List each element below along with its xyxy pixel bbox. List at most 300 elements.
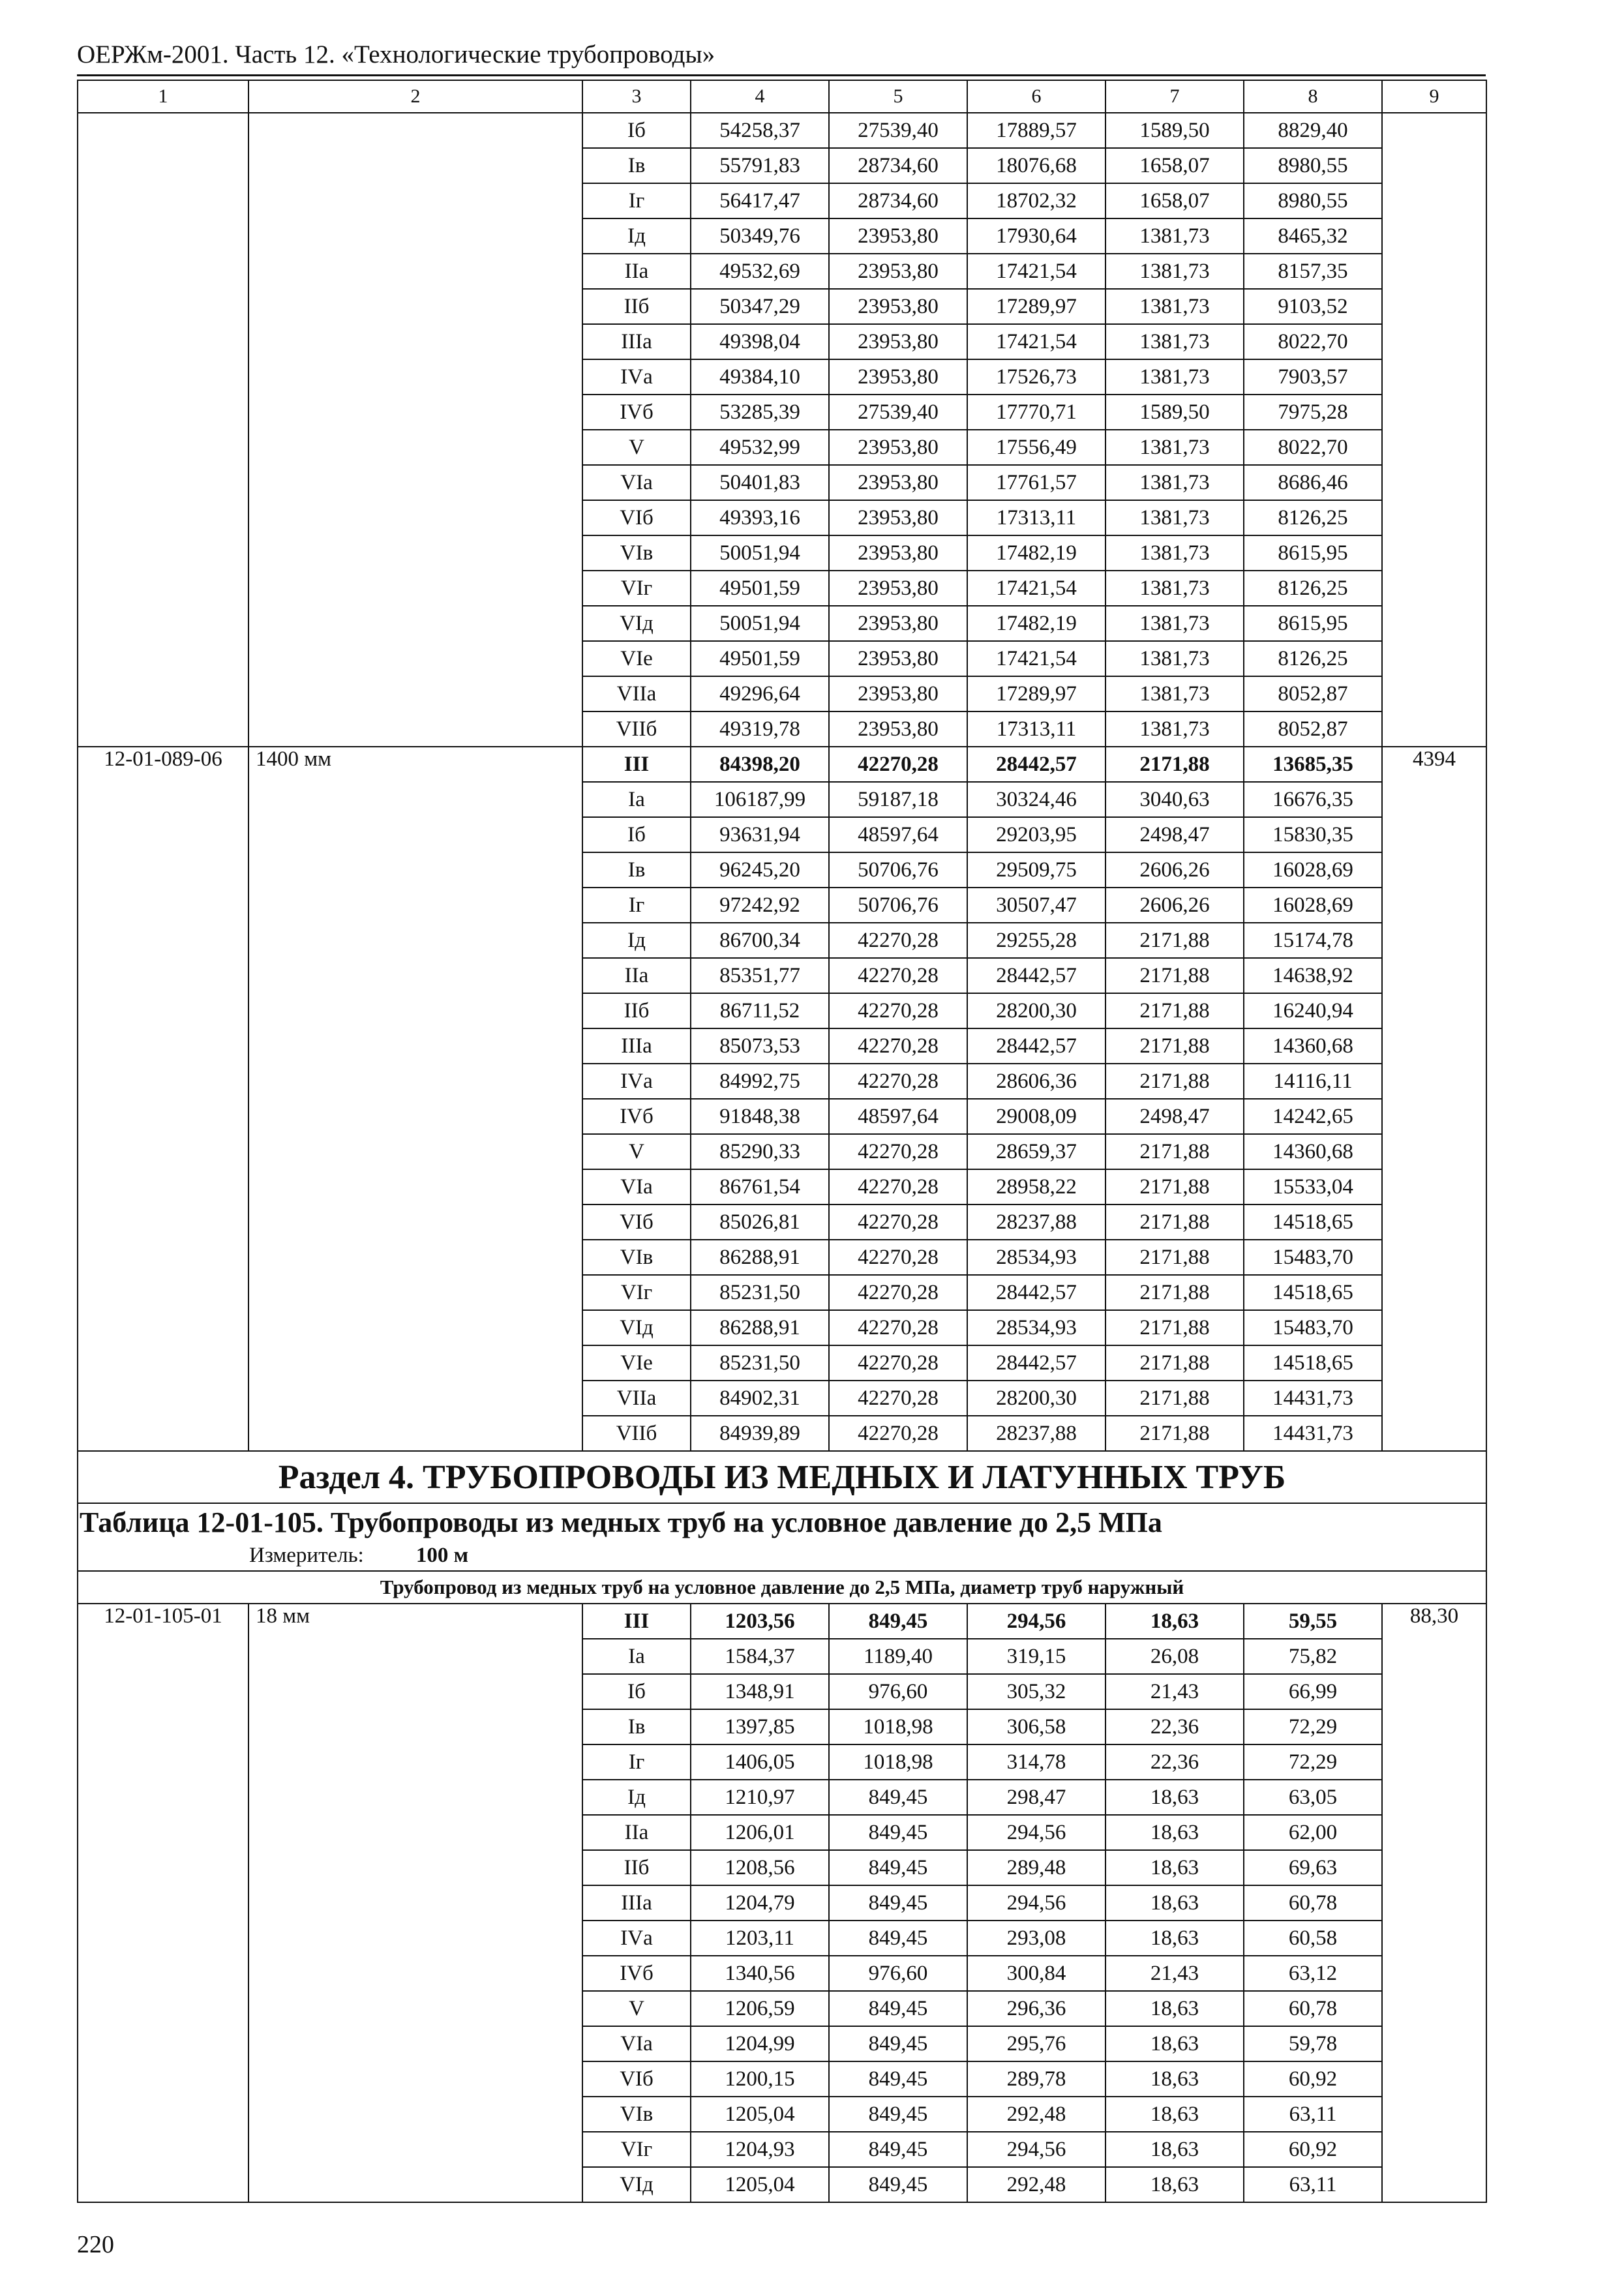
table-title: Таблица 12-01-105. Трубопроводы из медных труб на условное давление до 2,5 МПа xyxy=(78,1503,1486,1540)
value-cell: 49296,64 xyxy=(691,676,829,711)
pipe-size-cell: 18 мм xyxy=(248,1604,582,2202)
document-title: ОЕРЖм-2001. Часть 12. «Технологические трубопроводы» xyxy=(77,40,715,68)
zone-cell: IIIа xyxy=(582,1028,691,1064)
value-cell: 59,55 xyxy=(1244,1604,1382,1639)
column9-cell: 4394 xyxy=(1382,747,1486,1451)
value-cell: 18,63 xyxy=(1105,2167,1244,2202)
value-cell: 50051,94 xyxy=(691,535,829,571)
value-cell: 17421,54 xyxy=(967,641,1105,676)
value-cell: 28606,36 xyxy=(967,1064,1105,1099)
value-cell: 72,29 xyxy=(1244,1709,1382,1744)
value-cell: 28442,57 xyxy=(967,1345,1105,1381)
value-cell: 1381,73 xyxy=(1105,535,1244,571)
value-cell: 17289,97 xyxy=(967,289,1105,324)
zone-cell: VIг xyxy=(582,2132,691,2167)
value-cell: 86761,54 xyxy=(691,1169,829,1204)
value-cell: 23953,80 xyxy=(829,676,967,711)
value-cell: 2498,47 xyxy=(1105,1099,1244,1134)
value-cell: 294,56 xyxy=(967,1604,1105,1639)
value-cell: 8615,95 xyxy=(1244,535,1382,571)
subheading: Трубопровод из медных труб на условное давление до 2,5 МПа, диаметр труб наружный xyxy=(78,1571,1486,1604)
value-cell: 1381,73 xyxy=(1105,289,1244,324)
value-cell: 1206,59 xyxy=(691,1991,829,2026)
value-cell: 23953,80 xyxy=(829,500,967,535)
value-cell: 23953,80 xyxy=(829,430,967,465)
value-cell: 1381,73 xyxy=(1105,430,1244,465)
value-cell: 1340,56 xyxy=(691,1956,829,1991)
value-cell: 23953,80 xyxy=(829,324,967,359)
value-cell: 15830,35 xyxy=(1244,817,1382,852)
rates-table-container xyxy=(77,80,1486,2203)
value-cell: 1208,56 xyxy=(691,1850,829,1885)
value-cell: 42270,28 xyxy=(829,747,967,782)
zone-cell: VIб xyxy=(582,500,691,535)
value-cell: 18,63 xyxy=(1105,1850,1244,1885)
value-cell: 54258,37 xyxy=(691,113,829,148)
rate-code-cell: 12-01-089-06 xyxy=(78,747,248,1451)
column-number: 6 xyxy=(967,80,1105,113)
value-cell: 849,45 xyxy=(829,1604,967,1639)
value-cell: 298,47 xyxy=(967,1780,1105,1815)
zone-cell: Iв xyxy=(582,148,691,183)
value-cell: 63,12 xyxy=(1244,1956,1382,1991)
table-title-row xyxy=(78,1503,1486,1540)
value-cell: 300,84 xyxy=(967,1956,1105,1991)
value-cell: 849,45 xyxy=(829,2026,967,2061)
zone-cell: IIа xyxy=(582,1815,691,1850)
value-cell: 29255,28 xyxy=(967,923,1105,958)
value-cell: 7975,28 xyxy=(1244,395,1382,430)
value-cell: 2498,47 xyxy=(1105,817,1244,852)
value-cell: 60,92 xyxy=(1244,2132,1382,2167)
value-cell: 294,56 xyxy=(967,1885,1105,1921)
zone-cell: Iа xyxy=(582,1639,691,1674)
zone-cell: V xyxy=(582,1134,691,1169)
value-cell: 28442,57 xyxy=(967,1028,1105,1064)
value-cell: 1205,04 xyxy=(691,2097,829,2132)
value-cell: 17889,57 xyxy=(967,113,1105,148)
zone-cell: VIб xyxy=(582,1204,691,1240)
value-cell: 15483,70 xyxy=(1244,1240,1382,1275)
value-cell: 1381,73 xyxy=(1105,571,1244,606)
zone-cell: Iб xyxy=(582,113,691,148)
value-cell: 1381,73 xyxy=(1105,324,1244,359)
zone-cell: VIIб xyxy=(582,711,691,747)
column-number: 4 xyxy=(691,80,829,113)
value-cell: 1204,99 xyxy=(691,2026,829,2061)
value-cell: 8022,70 xyxy=(1244,430,1382,465)
value-cell: 289,78 xyxy=(967,2061,1105,2097)
value-cell: 28734,60 xyxy=(829,183,967,218)
zone-cell: IIIа xyxy=(582,324,691,359)
value-cell: 849,45 xyxy=(829,2061,967,2097)
section-heading: Раздел 4. ТРУБОПРОВОДЫ ИЗ МЕДНЫХ И ЛАТУННЫХ ТРУБ xyxy=(78,1451,1486,1503)
value-cell: 293,08 xyxy=(967,1921,1105,1956)
zone-cell: Iд xyxy=(582,923,691,958)
value-cell: 15483,70 xyxy=(1244,1310,1382,1345)
value-cell: 49532,69 xyxy=(691,254,829,289)
value-cell: 1584,37 xyxy=(691,1639,829,1674)
value-cell: 2171,88 xyxy=(1105,1204,1244,1240)
value-cell: 17930,64 xyxy=(967,218,1105,254)
value-cell: 849,45 xyxy=(829,1991,967,2026)
zone-cell: III xyxy=(582,1604,691,1639)
value-cell: 56417,47 xyxy=(691,183,829,218)
value-cell: 49501,59 xyxy=(691,641,829,676)
value-cell: 28200,30 xyxy=(967,1381,1105,1416)
value-cell: 849,45 xyxy=(829,2167,967,2202)
value-cell: 97242,92 xyxy=(691,888,829,923)
zone-cell: Iг xyxy=(582,183,691,218)
value-cell: 42270,28 xyxy=(829,1204,967,1240)
value-cell: 8052,87 xyxy=(1244,676,1382,711)
value-cell: 85351,77 xyxy=(691,958,829,993)
zone-cell: IVа xyxy=(582,1064,691,1099)
value-cell: 849,45 xyxy=(829,1921,967,1956)
value-cell: 84398,20 xyxy=(691,747,829,782)
value-cell: 14116,11 xyxy=(1244,1064,1382,1099)
value-cell: 42270,28 xyxy=(829,1028,967,1064)
value-cell: 60,58 xyxy=(1244,1921,1382,1956)
zone-cell: Iг xyxy=(582,1744,691,1780)
value-cell: 14242,65 xyxy=(1244,1099,1382,1134)
value-cell: 1658,07 xyxy=(1105,183,1244,218)
zone-cell: IIб xyxy=(582,289,691,324)
value-cell: 84992,75 xyxy=(691,1064,829,1099)
value-cell: 14518,65 xyxy=(1244,1275,1382,1310)
value-cell: 17526,73 xyxy=(967,359,1105,395)
value-cell: 50706,76 xyxy=(829,852,967,888)
value-cell: 8829,40 xyxy=(1244,113,1382,148)
value-cell: 849,45 xyxy=(829,2097,967,2132)
value-cell: 49393,16 xyxy=(691,500,829,535)
subheading-row xyxy=(78,1571,1486,1604)
column-number: 3 xyxy=(582,80,691,113)
value-cell: 14638,92 xyxy=(1244,958,1382,993)
value-cell: 26,08 xyxy=(1105,1639,1244,1674)
zone-cell: IIа xyxy=(582,958,691,993)
value-cell: 8157,35 xyxy=(1244,254,1382,289)
zone-cell: III xyxy=(582,747,691,782)
value-cell: 86700,34 xyxy=(691,923,829,958)
value-cell: 23953,80 xyxy=(829,641,967,676)
value-cell: 2606,26 xyxy=(1105,852,1244,888)
value-cell: 42270,28 xyxy=(829,1381,967,1416)
value-cell: 1018,98 xyxy=(829,1744,967,1780)
value-cell: 18,63 xyxy=(1105,2097,1244,2132)
zone-cell: IIб xyxy=(582,993,691,1028)
zone-cell: Iв xyxy=(582,1709,691,1744)
value-cell: 292,48 xyxy=(967,2167,1105,2202)
column-number: 1 xyxy=(78,80,248,113)
zone-cell: V xyxy=(582,1991,691,2026)
value-cell: 1381,73 xyxy=(1105,218,1244,254)
table-row xyxy=(78,1604,1486,1639)
value-cell: 849,45 xyxy=(829,1780,967,1815)
zone-cell: VIе xyxy=(582,641,691,676)
meter-row xyxy=(78,1540,1486,1571)
column-number: 8 xyxy=(1244,80,1382,113)
value-cell: 63,05 xyxy=(1244,1780,1382,1815)
value-cell: 1381,73 xyxy=(1105,641,1244,676)
value-cell: 75,82 xyxy=(1244,1639,1382,1674)
zone-cell: Iа xyxy=(582,782,691,817)
value-cell: 28442,57 xyxy=(967,1275,1105,1310)
value-cell: 2171,88 xyxy=(1105,1416,1244,1451)
zone-cell: IVа xyxy=(582,359,691,395)
value-cell: 42270,28 xyxy=(829,958,967,993)
value-cell: 14518,65 xyxy=(1244,1345,1382,1381)
value-cell: 9103,52 xyxy=(1244,289,1382,324)
value-cell: 59,78 xyxy=(1244,2026,1382,2061)
value-cell: 62,00 xyxy=(1244,1815,1382,1850)
value-cell: 8022,70 xyxy=(1244,324,1382,359)
value-cell: 27539,40 xyxy=(829,395,967,430)
value-cell: 28659,37 xyxy=(967,1134,1105,1169)
value-cell: 72,29 xyxy=(1244,1744,1382,1780)
value-cell: 84939,89 xyxy=(691,1416,829,1451)
value-cell: 849,45 xyxy=(829,2132,967,2167)
value-cell: 29509,75 xyxy=(967,852,1105,888)
zone-cell: VIд xyxy=(582,1310,691,1345)
value-cell: 14431,73 xyxy=(1244,1416,1382,1451)
value-cell: 53285,39 xyxy=(691,395,829,430)
value-cell: 63,11 xyxy=(1244,2167,1382,2202)
value-cell: 1381,73 xyxy=(1105,676,1244,711)
value-cell: 8052,87 xyxy=(1244,711,1382,747)
zone-cell: IIа xyxy=(582,254,691,289)
value-cell: 30324,46 xyxy=(967,782,1105,817)
value-cell: 1381,73 xyxy=(1105,254,1244,289)
meter-cell xyxy=(78,1540,1486,1571)
zone-cell: IVб xyxy=(582,395,691,430)
value-cell: 29203,95 xyxy=(967,817,1105,852)
value-cell: 849,45 xyxy=(829,1850,967,1885)
value-cell: 14431,73 xyxy=(1244,1381,1382,1416)
value-cell: 23953,80 xyxy=(829,289,967,324)
value-cell: 28442,57 xyxy=(967,958,1105,993)
table-row xyxy=(78,113,1486,148)
value-cell: 23953,80 xyxy=(829,535,967,571)
value-cell: 23953,80 xyxy=(829,711,967,747)
value-cell: 18,63 xyxy=(1105,2026,1244,2061)
value-cell: 42270,28 xyxy=(829,1064,967,1099)
value-cell: 1018,98 xyxy=(829,1709,967,1744)
value-cell: 48597,64 xyxy=(829,1099,967,1134)
zone-cell: VIг xyxy=(582,571,691,606)
value-cell: 17770,71 xyxy=(967,395,1105,430)
column-number: 7 xyxy=(1105,80,1244,113)
zone-cell: VIа xyxy=(582,465,691,500)
zone-cell: VIа xyxy=(582,1169,691,1204)
value-cell: 17313,11 xyxy=(967,711,1105,747)
value-cell: 17313,11 xyxy=(967,500,1105,535)
zone-cell: Iв xyxy=(582,852,691,888)
value-cell: 42270,28 xyxy=(829,1240,967,1275)
value-cell: 3040,63 xyxy=(1105,782,1244,817)
value-cell: 17482,19 xyxy=(967,606,1105,641)
zone-cell: VIIа xyxy=(582,1381,691,1416)
value-cell: 1589,50 xyxy=(1105,395,1244,430)
value-cell: 50349,76 xyxy=(691,218,829,254)
value-cell: 8980,55 xyxy=(1244,183,1382,218)
value-cell: 17482,19 xyxy=(967,535,1105,571)
value-cell: 86711,52 xyxy=(691,993,829,1028)
zone-cell: VIв xyxy=(582,2097,691,2132)
column-number: 5 xyxy=(829,80,967,113)
value-cell: 8615,95 xyxy=(1244,606,1382,641)
value-cell: 292,48 xyxy=(967,2097,1105,2132)
value-cell: 86288,91 xyxy=(691,1240,829,1275)
zone-cell: IVб xyxy=(582,1099,691,1134)
value-cell: 28200,30 xyxy=(967,993,1105,1028)
value-cell: 22,36 xyxy=(1105,1744,1244,1780)
pipe-size-cell: 1400 мм xyxy=(248,747,582,1451)
zone-cell: VIд xyxy=(582,2167,691,2202)
value-cell: 18,63 xyxy=(1105,1991,1244,2026)
value-cell: 48597,64 xyxy=(829,817,967,852)
zone-cell: IIIа xyxy=(582,1885,691,1921)
value-cell: 49384,10 xyxy=(691,359,829,395)
table-row xyxy=(78,747,1486,782)
value-cell: 42270,28 xyxy=(829,1169,967,1204)
value-cell: 42270,28 xyxy=(829,1134,967,1169)
value-cell: 50401,83 xyxy=(691,465,829,500)
value-cell: 93631,94 xyxy=(691,817,829,852)
value-cell: 17556,49 xyxy=(967,430,1105,465)
value-cell: 2171,88 xyxy=(1105,1240,1244,1275)
value-cell: 28534,93 xyxy=(967,1310,1105,1345)
value-cell: 296,36 xyxy=(967,1991,1105,2026)
value-cell: 1189,40 xyxy=(829,1639,967,1674)
meter-label: Измеритель: xyxy=(249,1543,364,1567)
value-cell: 50051,94 xyxy=(691,606,829,641)
zone-cell: Iб xyxy=(582,1674,691,1709)
value-cell: 27539,40 xyxy=(829,113,967,148)
value-cell: 60,92 xyxy=(1244,2061,1382,2097)
value-cell: 976,60 xyxy=(829,1956,967,1991)
value-cell: 91848,38 xyxy=(691,1099,829,1134)
value-cell: 84902,31 xyxy=(691,1381,829,1416)
value-cell: 1406,05 xyxy=(691,1744,829,1780)
value-cell: 7903,57 xyxy=(1244,359,1382,395)
value-cell: 8126,25 xyxy=(1244,641,1382,676)
value-cell: 18,63 xyxy=(1105,1604,1244,1639)
value-cell: 18,63 xyxy=(1105,2061,1244,2097)
value-cell: 2171,88 xyxy=(1105,1134,1244,1169)
value-cell: 42270,28 xyxy=(829,1310,967,1345)
value-cell: 2171,88 xyxy=(1105,1310,1244,1345)
value-cell: 976,60 xyxy=(829,1674,967,1709)
value-cell: 23953,80 xyxy=(829,218,967,254)
value-cell: 18,63 xyxy=(1105,1815,1244,1850)
value-cell: 23953,80 xyxy=(829,571,967,606)
value-cell: 85231,50 xyxy=(691,1275,829,1310)
rate-code-cell xyxy=(78,113,248,747)
column-number: 9 xyxy=(1382,80,1486,113)
value-cell: 8126,25 xyxy=(1244,571,1382,606)
value-cell: 14360,68 xyxy=(1244,1134,1382,1169)
value-cell: 18,63 xyxy=(1105,1780,1244,1815)
value-cell: 8980,55 xyxy=(1244,148,1382,183)
value-cell: 2171,88 xyxy=(1105,993,1244,1028)
value-cell: 1348,91 xyxy=(691,1674,829,1709)
value-cell: 18,63 xyxy=(1105,2132,1244,2167)
zone-cell: Iб xyxy=(582,817,691,852)
value-cell: 2171,88 xyxy=(1105,1064,1244,1099)
value-cell: 1203,11 xyxy=(691,1921,829,1956)
value-cell: 8686,46 xyxy=(1244,465,1382,500)
value-cell: 21,43 xyxy=(1105,1956,1244,1991)
value-cell: 23953,80 xyxy=(829,465,967,500)
value-cell: 59187,18 xyxy=(829,782,967,817)
value-cell: 17761,57 xyxy=(967,465,1105,500)
value-cell: 23953,80 xyxy=(829,359,967,395)
value-cell: 289,48 xyxy=(967,1850,1105,1885)
value-cell: 49501,59 xyxy=(691,571,829,606)
value-cell: 49319,78 xyxy=(691,711,829,747)
value-cell: 2171,88 xyxy=(1105,1169,1244,1204)
zone-cell: IVб xyxy=(582,1956,691,1991)
column-number: 2 xyxy=(248,80,582,113)
value-cell: 49532,99 xyxy=(691,430,829,465)
value-cell: 42270,28 xyxy=(829,923,967,958)
value-cell: 96245,20 xyxy=(691,852,829,888)
value-cell: 2171,88 xyxy=(1105,1275,1244,1310)
value-cell: 294,56 xyxy=(967,2132,1105,2167)
value-cell: 28237,88 xyxy=(967,1416,1105,1451)
value-cell: 2171,88 xyxy=(1105,1381,1244,1416)
value-cell: 2171,88 xyxy=(1105,747,1244,782)
value-cell: 8465,32 xyxy=(1244,218,1382,254)
value-cell: 60,78 xyxy=(1244,1885,1382,1921)
value-cell: 69,63 xyxy=(1244,1850,1382,1885)
value-cell: 16028,69 xyxy=(1244,852,1382,888)
meter-value: 100 м xyxy=(415,1543,469,1567)
column-number-row xyxy=(78,80,1486,113)
value-cell: 55791,83 xyxy=(691,148,829,183)
value-cell: 28534,93 xyxy=(967,1240,1105,1275)
rate-code-cell: 12-01-105-01 xyxy=(78,1604,248,2202)
value-cell: 1204,93 xyxy=(691,2132,829,2167)
value-cell: 16028,69 xyxy=(1244,888,1382,923)
value-cell: 66,99 xyxy=(1244,1674,1382,1709)
zone-cell: VIд xyxy=(582,606,691,641)
value-cell: 21,43 xyxy=(1105,1674,1244,1709)
value-cell: 18,63 xyxy=(1105,1921,1244,1956)
value-cell: 17421,54 xyxy=(967,254,1105,289)
value-cell: 42270,28 xyxy=(829,1416,967,1451)
value-cell: 17421,54 xyxy=(967,571,1105,606)
value-cell: 16240,94 xyxy=(1244,993,1382,1028)
value-cell: 2606,26 xyxy=(1105,888,1244,923)
value-cell: 106187,99 xyxy=(691,782,829,817)
value-cell: 1589,50 xyxy=(1105,113,1244,148)
value-cell: 16676,35 xyxy=(1244,782,1382,817)
value-cell: 85073,53 xyxy=(691,1028,829,1064)
value-cell: 2171,88 xyxy=(1105,1028,1244,1064)
value-cell: 1397,85 xyxy=(691,1709,829,1744)
value-cell: 1205,04 xyxy=(691,2167,829,2202)
value-cell: 2171,88 xyxy=(1105,923,1244,958)
pipe-size-cell xyxy=(248,113,582,747)
value-cell: 30507,47 xyxy=(967,888,1105,923)
value-cell: 18076,68 xyxy=(967,148,1105,183)
zone-cell: VIе xyxy=(582,1345,691,1381)
value-cell: 1658,07 xyxy=(1105,148,1244,183)
value-cell: 42270,28 xyxy=(829,993,967,1028)
value-cell: 28958,22 xyxy=(967,1169,1105,1204)
